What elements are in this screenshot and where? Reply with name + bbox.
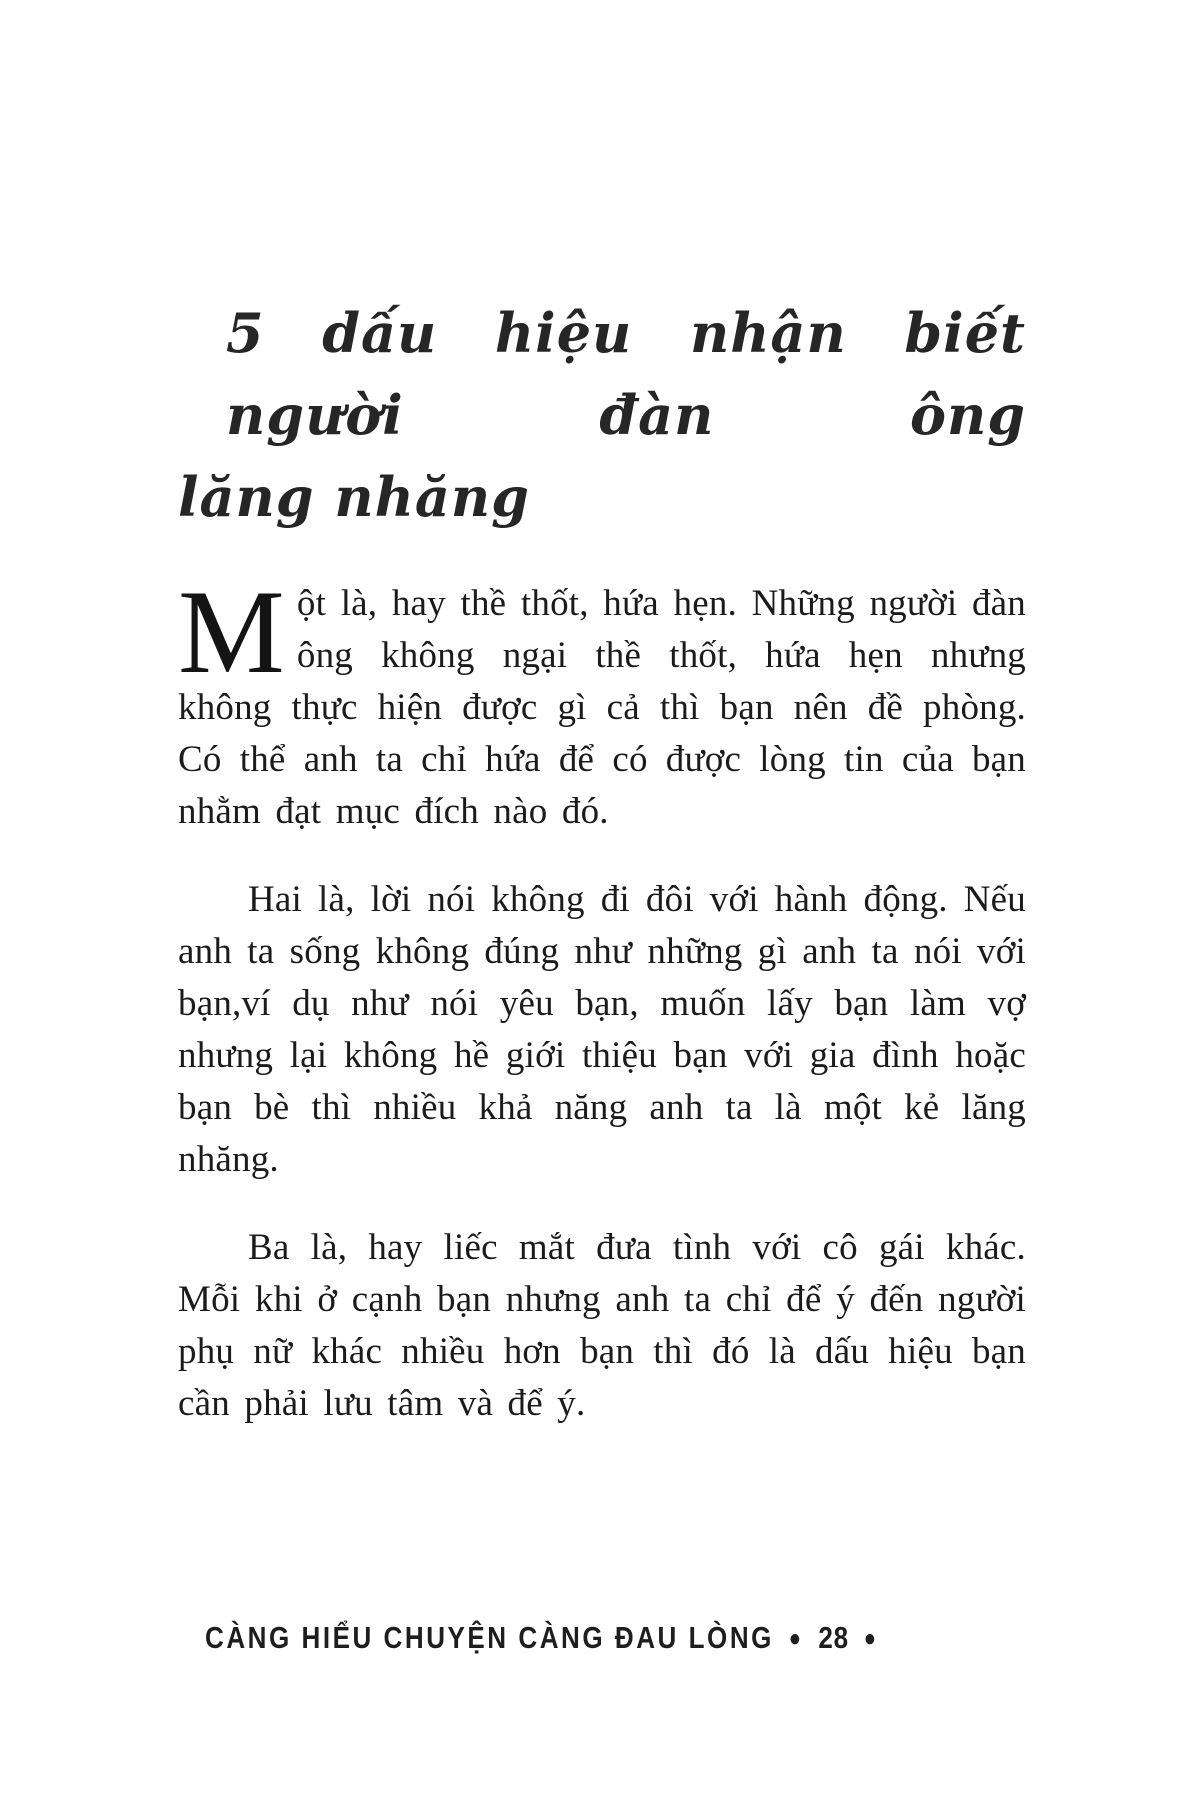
chapter-title-line-1: 5 dấu hiệu nhận biết người đàn ông	[226, 301, 1026, 447]
footer-bullet-right-icon: ●	[863, 1624, 879, 1652]
body-text	[178, 565, 1026, 1466]
paragraph-1-text: ột là, hay thề thốt, hứa hẹn. Những người đàn ông không ngại thề thốt, hứa hẹn nhưng không thực hiện được gì cả thì bạn nên đề phòng. Có thể anh ta chỉ hứa để có được lòng tin của bạn nhằm đạt mục đích nào đó.	[178, 583, 1026, 832]
footer-bullet-left-icon: ●	[788, 1624, 804, 1652]
footer-book-title: CÀNG HIỂU CHUYỆN CÀNG ĐAU LÒNG	[205, 1620, 774, 1655]
chapter-title	[178, 292, 1026, 538]
paragraph-2: Hai là, lời nói không đi đôi với hành động. Nếu anh ta sống không đúng như những gì anh ta nói với bạn,ví dụ như nói yêu bạn, muốn lấy bạn làm vợ nhưng lại không hề giới thiệu bạn với gia đình hoặc bạn bè thì nhiều khả năng anh ta là một kẻ lăng nhăng.	[178, 879, 1026, 1180]
paragraph-1	[178, 565, 1026, 838]
page-footer	[205, 1620, 884, 1656]
paragraph-3: Ba là, hay liếc mắt đưa tình với cô gái khác. Mỗi khi ở cạnh bạn nhưng anh ta chỉ để ý đến người phụ nữ khác nhiều hơn bạn thì đó là dấu hiệu bạn cần phải lưu tâm và để ý.	[178, 1227, 1026, 1424]
footer-page-number: 28	[818, 1620, 849, 1655]
chapter-title-line-2: lăng nhăng	[178, 465, 530, 529]
drop-cap-letter: M	[178, 565, 285, 698]
